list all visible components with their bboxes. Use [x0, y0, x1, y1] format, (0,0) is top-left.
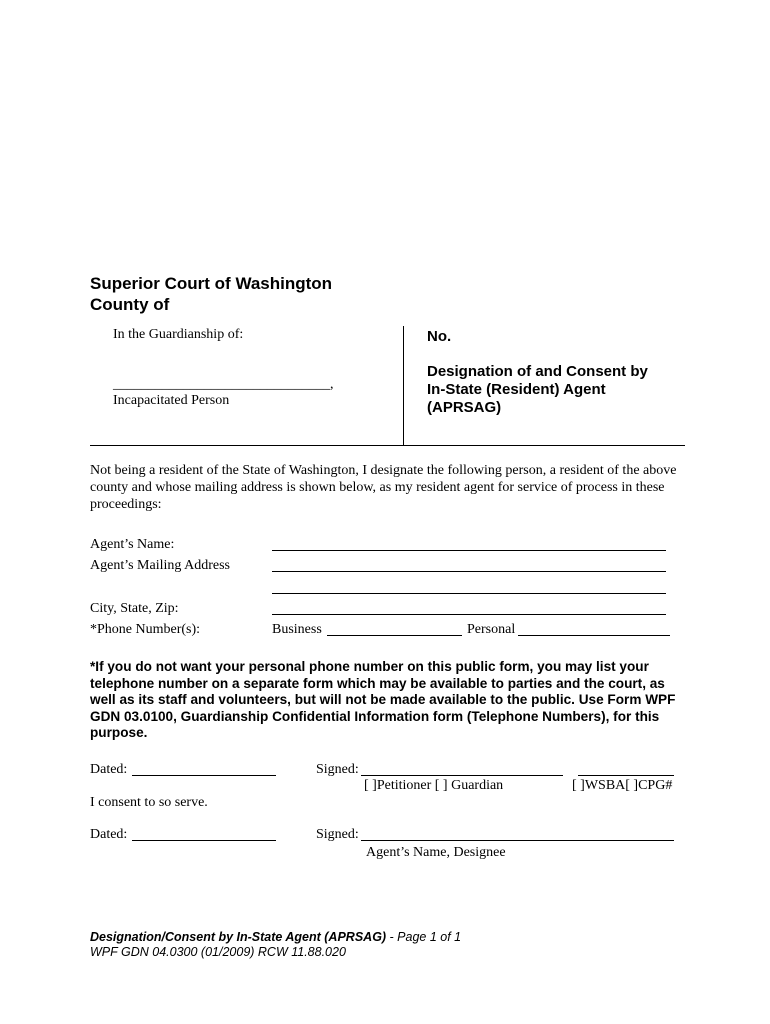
doc-title-3: (APRSAG) [427, 399, 502, 416]
agent-signed-field[interactable] [361, 840, 674, 841]
doc-title-2: In-State (Resident) Agent [427, 381, 606, 398]
city-state-zip-field[interactable] [272, 614, 666, 615]
phone-label: *Phone Number(s): [90, 622, 201, 637]
guardianship-label: In the Guardianship of: [113, 327, 244, 342]
court-title: Superior Court of Washington [90, 274, 333, 293]
footer-form-id: WPF GDN 04.0300 (01/2009) RCW 11.88.020 [90, 945, 346, 959]
county-label: County of [90, 295, 170, 314]
caption-divider [403, 326, 404, 446]
case-number-label: No. [427, 328, 452, 345]
agent-caption: Agent’s Name, Designee [366, 845, 506, 860]
business-phone-field[interactable] [327, 635, 462, 636]
footer-title [90, 930, 461, 944]
person-name-field[interactable]: _______________________________, [113, 377, 334, 392]
footer-page: - Page 1 of 1 [386, 930, 462, 944]
bar-number-field[interactable] [578, 775, 674, 776]
dated-label: Dated: [90, 762, 128, 777]
personal-phone-field[interactable] [518, 635, 670, 636]
agent-dated-field[interactable] [132, 840, 276, 841]
personal-label: Personal [467, 622, 516, 637]
bar-checkboxes[interactable]: [ ]WSBA[ ]CPG# [572, 778, 673, 793]
signed-field[interactable] [361, 775, 563, 776]
city-state-zip-label: City, State, Zip: [90, 601, 179, 616]
signed-label: Signed: [316, 762, 359, 777]
consent-text: I consent to so serve. [90, 795, 208, 810]
mailing-address-field-2[interactable] [272, 593, 666, 594]
mailing-address-field[interactable] [272, 571, 666, 572]
footer-doc-title: Designation/Consent by In-State Agent (APRSAG) [90, 930, 387, 944]
agent-signed-label: Signed: [316, 827, 359, 842]
agent-name-field[interactable] [272, 550, 666, 551]
mailing-address-label: Agent’s Mailing Address [90, 558, 230, 573]
dated-field[interactable] [132, 775, 276, 776]
business-label: Business [272, 622, 322, 637]
agent-dated-label: Dated: [90, 827, 128, 842]
incapacitated-label: Incapacitated Person [113, 393, 230, 408]
designation-paragraph: Not being a resident of the State of Washington, I designate the following person, a resident of the above county and whose mailing address is shown below, as my resident agent for service of process in these proceedings: [90, 463, 677, 512]
agent-name-label: Agent’s Name: [90, 537, 175, 552]
role-checkboxes[interactable]: [ ]Petitioner [ ] Guardian [364, 778, 504, 793]
caption-rule [90, 445, 685, 446]
doc-title-1: Designation of and Consent by [427, 363, 648, 380]
privacy-note: *If you do not want your personal phone number on this public form, you may list your telephone number on a separate form which may be available to parties and the court, as well as its staff and volunteers, but will not be made available to the public. Use Form WPF GDN 03.0100, Guardianship Confidential Information form (Telephone Numbers), for this purpose. [90, 659, 676, 740]
